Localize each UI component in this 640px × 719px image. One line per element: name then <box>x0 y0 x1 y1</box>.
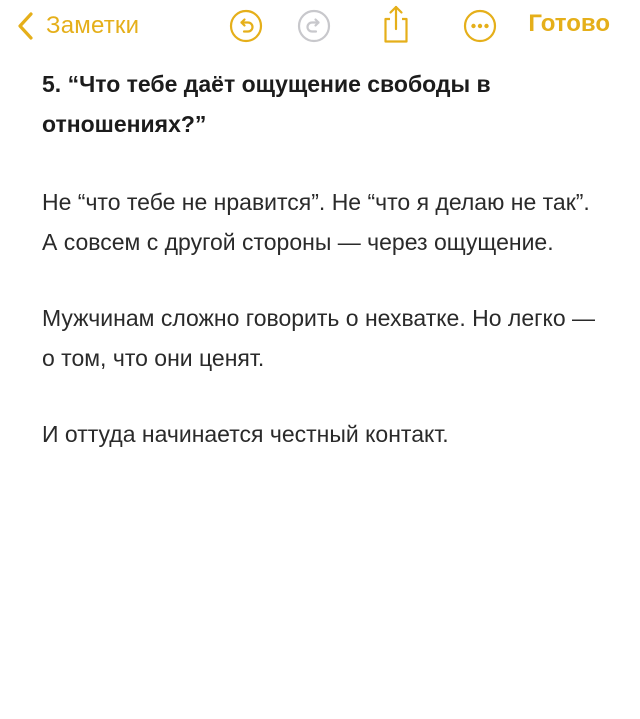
back-button-label: Заметки <box>46 12 140 39</box>
redo-icon <box>297 9 331 43</box>
note-toolbar <box>0 0 640 56</box>
note-paragraph: Не “что тебе не нравится”. Не “что я делаю не так”. А совсем с другой стороны — через ощущение. <box>42 189 590 255</box>
note-paragraph: И оттуда начинается честный контакт. <box>42 421 449 447</box>
more-icon <box>463 9 497 43</box>
chevron-left-icon <box>14 11 38 41</box>
more-options-button[interactable] <box>460 6 500 46</box>
note-body[interactable] <box>42 64 602 490</box>
share-button[interactable] <box>376 2 416 46</box>
note-paragraph: Мужчинам сложно говорить о нехватке. Но легко — о том, что они ценят. <box>42 305 596 371</box>
redo-button[interactable] <box>294 6 334 46</box>
share-icon <box>379 3 413 45</box>
undo-icon <box>229 9 263 43</box>
undo-button[interactable] <box>226 6 266 46</box>
back-to-notes-button[interactable] <box>14 6 139 46</box>
done-button[interactable]: Готово <box>528 10 610 37</box>
note-heading: 5. “Что тебе даёт ощущение свободы в отношениях?” <box>42 71 491 137</box>
